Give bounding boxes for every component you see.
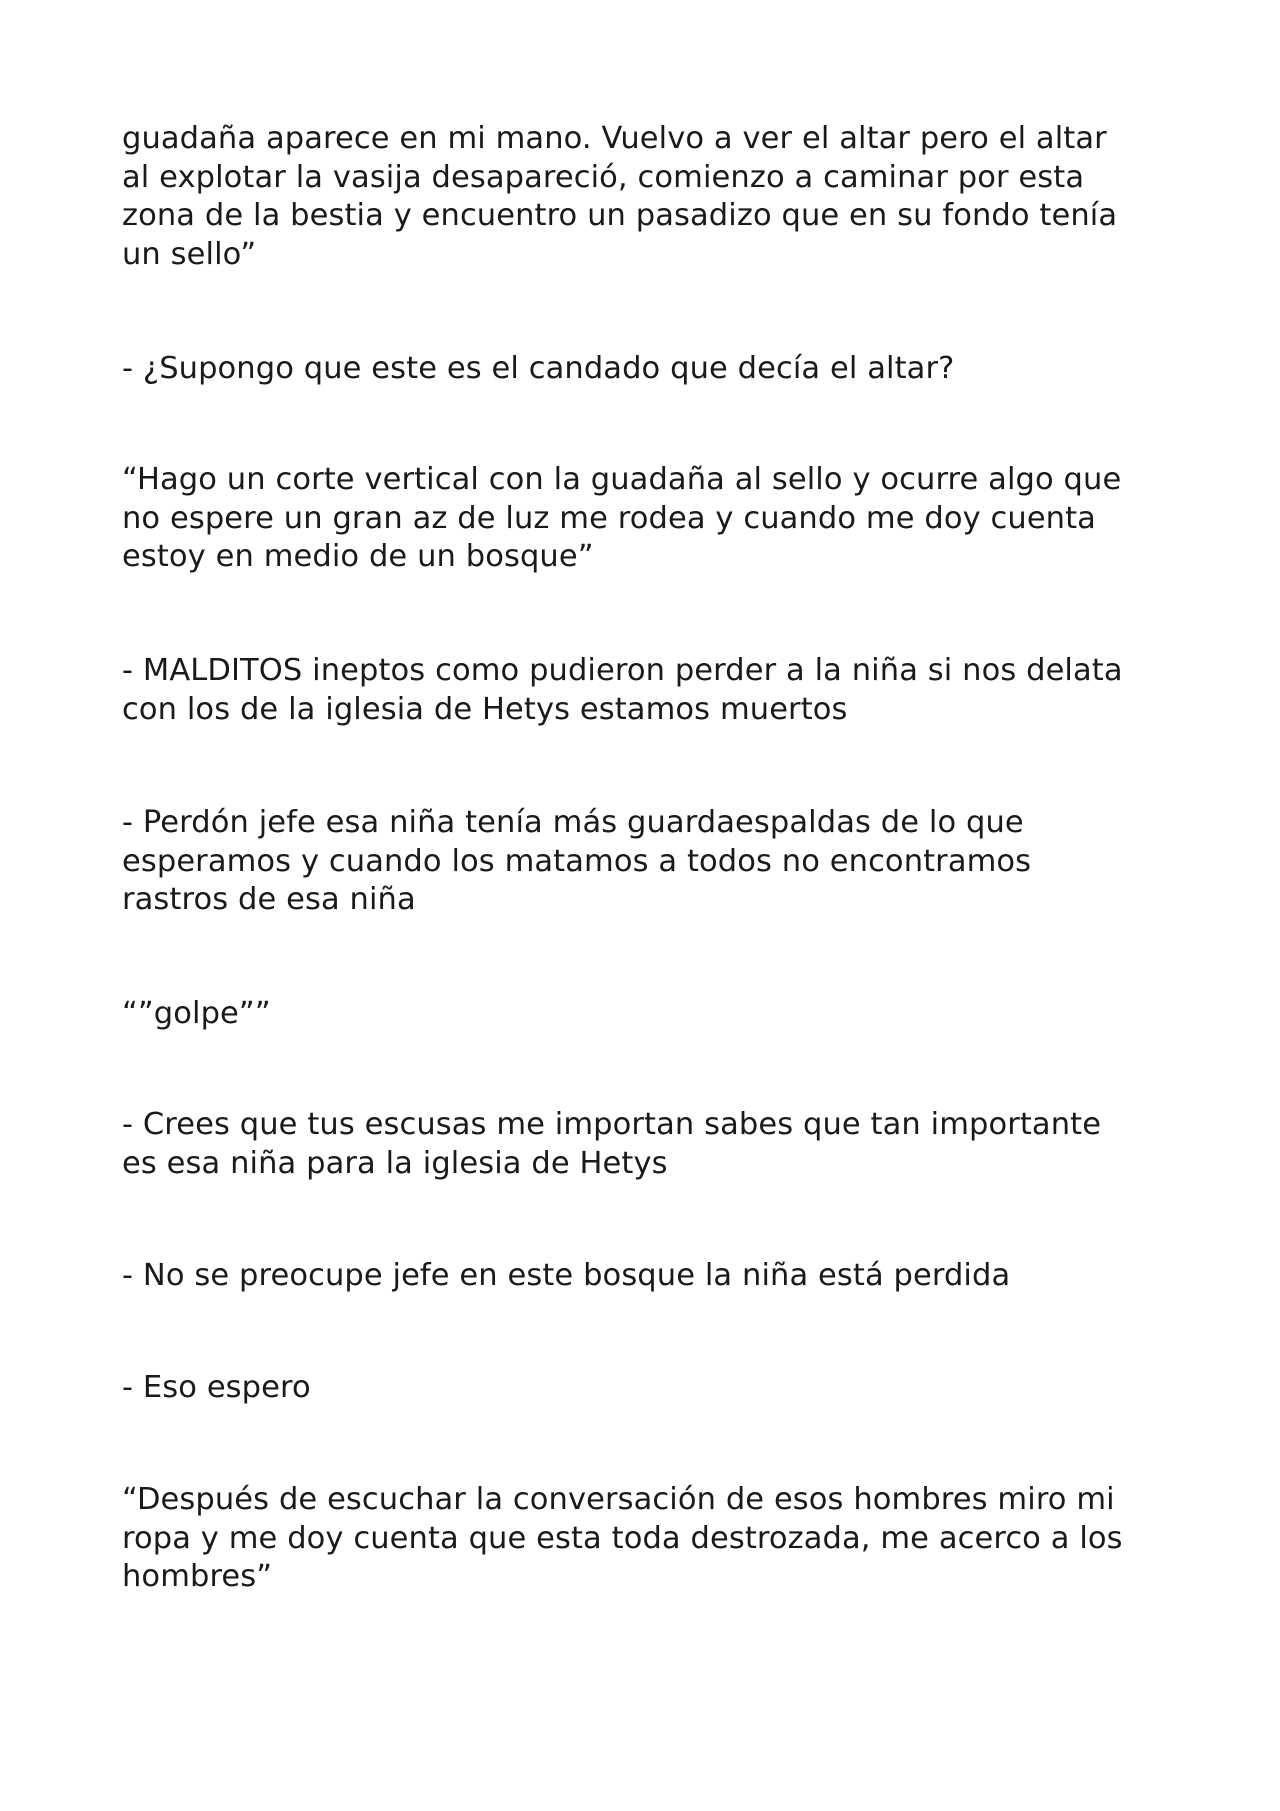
paragraph-narration-scythe: guadaña aparece en mi mano. Vuelvo a ver el altar pero el altar al explotar la vasija desapareció, comienzo a caminar por esta zona de la bestia y encuentro un pasadizo que en su fondo tenía un sello”: [122, 121, 1118, 272]
paragraph-dialogue-lock: - ¿Supongo que este es el candado que decía el altar?: [122, 351, 955, 386]
paragraph-dialogue-escusas: - Crees que tus escusas me importan sabes que tan importante es esa niña para la iglesia de Hetys: [122, 1107, 1102, 1181]
paragraph-narration-seal-cut: “Hago un corte vertical con la guadaña al sello y ocurre algo que no espere un gran az de luz me rodea y cuando me doy cuenta estoy en medio de un bosque”: [122, 462, 1122, 574]
paragraph-dialogue-perdon: - Perdón jefe esa niña tenía más guardaespaldas de lo que esperamos y cuando los matamos a todos no encontramos rastros de esa niña: [122, 805, 1032, 917]
paragraph-narration-conversation: “Después de escuchar la conversación de esos hombres miro mi ropa y me doy cuenta que esta toda destrozada, me acerco a los hombres”: [122, 1482, 1123, 1594]
paragraph-dialogue-malditos: - MALDITOS ineptos como pudieron perder a la niña si nos delata con los de la iglesia de Hetys estamos muertos: [122, 653, 1123, 727]
paragraph-golpe: “”golpe””: [122, 996, 271, 1031]
paragraph-dialogue-eso-espero: - Eso espero: [122, 1370, 311, 1405]
paragraph-dialogue-bosque: - No se preocupe jefe en este bosque la niña está perdida: [122, 1258, 1011, 1293]
